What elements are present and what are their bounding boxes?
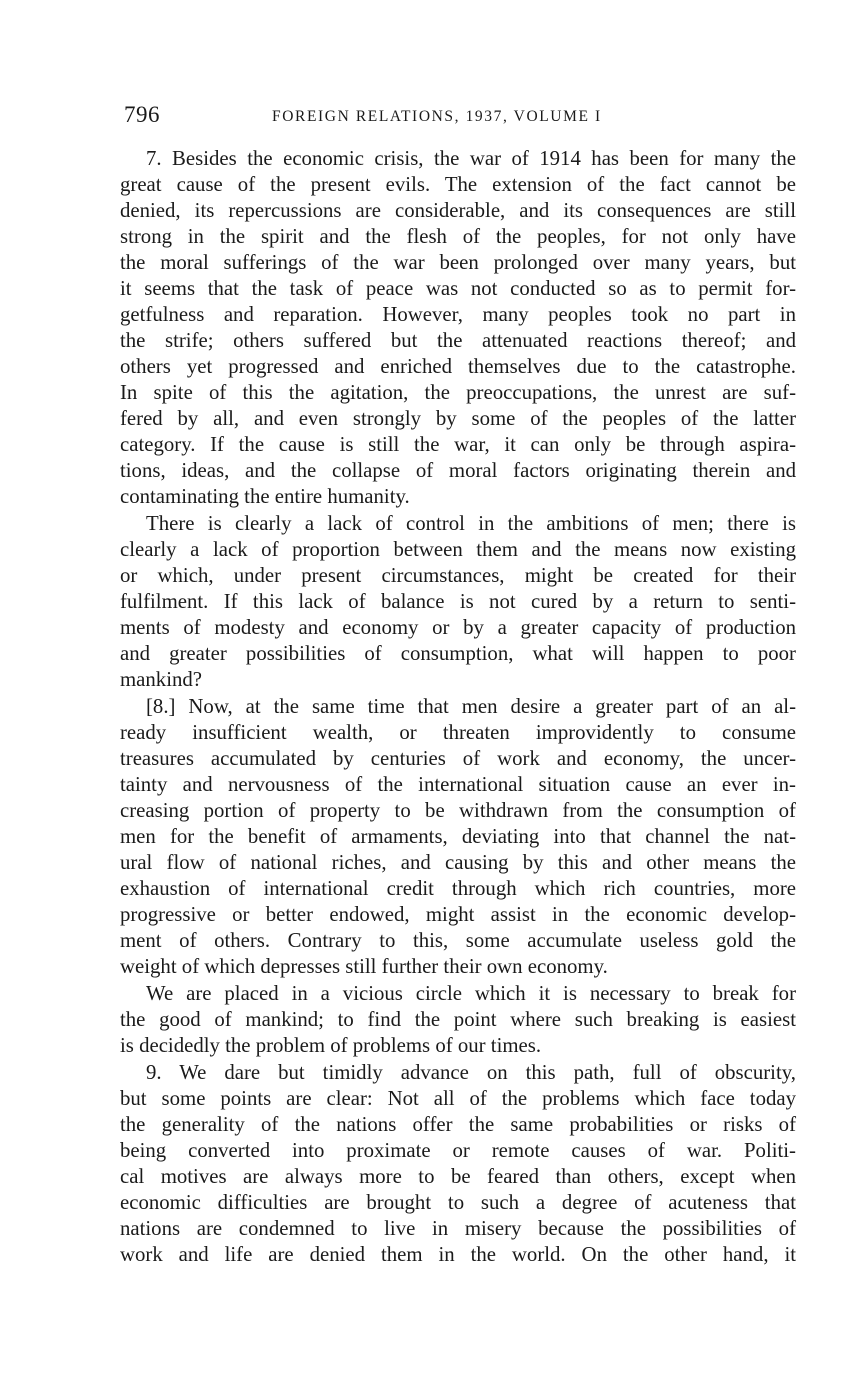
text-line: strong in the spirit and the flesh of the peoples, for not only have bbox=[120, 225, 796, 248]
text-line: tainty and nervousness of the international situation cause an ever in- bbox=[120, 773, 796, 796]
text-line: tions, ideas, and the collapse of moral factors originating therein and bbox=[120, 459, 796, 482]
text-line: There is clearly a lack of control in the ambitions of men; there is bbox=[146, 512, 796, 535]
text-line: or which, under present circumstances, might be created for their bbox=[120, 564, 796, 587]
text-line: 7. Besides the economic crisis, the war of 1914 has been for many the bbox=[146, 147, 796, 170]
text-line: 9. We dare but timidly advance on this path, full of obscurity, bbox=[146, 1061, 796, 1084]
text-line: it seems that the task of peace was not conducted so as to permit for- bbox=[120, 277, 796, 300]
text-line: the generality of the nations offer the same probabilities or risks of bbox=[120, 1113, 796, 1136]
text-line: the moral sufferings of the war been prolonged over many years, but bbox=[120, 251, 796, 274]
text-line: ments of modesty and economy or by a greater capacity of production bbox=[120, 616, 796, 639]
text-line: contaminating the entire humanity. bbox=[120, 485, 410, 508]
text-line: great cause of the present evils. The extension of the fact cannot be bbox=[120, 173, 796, 196]
paragraph bbox=[120, 981, 796, 1059]
text-line: fered by all, and even strongly by some of the peoples of the latter bbox=[120, 407, 796, 430]
page-number: 796 bbox=[124, 102, 160, 127]
text-line: ment of others. Contrary to this, some accumulate useless gold the bbox=[120, 929, 796, 952]
body-text bbox=[120, 146, 796, 1268]
page-header bbox=[124, 100, 792, 130]
text-line: mankind? bbox=[120, 668, 203, 691]
text-line: but some points are clear: Not all of the problems which face today bbox=[120, 1087, 796, 1110]
text-line: ural flow of national riches, and causing by this and other means the bbox=[120, 851, 796, 874]
text-line: men for the benefit of armaments, deviating into that channel the nat- bbox=[120, 825, 796, 848]
text-line: the good of mankind; to find the point where such breaking is easiest bbox=[120, 1008, 796, 1031]
text-line: is decidedly the problem of problems of our times. bbox=[120, 1034, 542, 1057]
text-line: being converted into proximate or remote causes of war. Politi- bbox=[120, 1139, 796, 1162]
running-head: FOREIGN RELATIONS, 1937, VOLUME I bbox=[272, 108, 602, 125]
text-line: and greater possibilities of consumption, what will happen to poor bbox=[120, 642, 796, 665]
text-line: treasures accumulated by centuries of work and economy, the uncer- bbox=[120, 747, 796, 770]
paragraph bbox=[120, 146, 796, 510]
text-line: the strife; others suffered but the attenuated reactions thereof; and bbox=[120, 329, 796, 352]
text-line: fulfilment. If this lack of balance is not cured by a return to senti- bbox=[120, 590, 796, 613]
text-line: getfulness and reparation. However, many peoples took no part in bbox=[120, 303, 796, 326]
text-line: creasing portion of property to be withdrawn from the consumption of bbox=[120, 799, 796, 822]
text-line: exhaustion of international credit through which rich countries, more bbox=[120, 877, 796, 900]
text-line: [8.] Now, at the same time that men desire a greater part of an al- bbox=[146, 695, 796, 718]
text-line: weight of which depresses still further their own economy. bbox=[120, 955, 608, 978]
text-line: work and life are denied them in the world. On the other hand, it bbox=[120, 1243, 796, 1266]
text-line: nations are condemned to live in misery because the possibilities of bbox=[120, 1217, 796, 1240]
text-line: clearly a lack of proportion between them and the means now existing bbox=[120, 538, 796, 561]
text-line: cal motives are always more to be feared than others, except when bbox=[120, 1165, 796, 1188]
text-line: ready insufficient wealth, or threaten improvidently to consume bbox=[120, 721, 796, 744]
text-line: category. If the cause is still the war, it can only be through aspira- bbox=[120, 433, 796, 456]
text-line: We are placed in a vicious circle which it is necessary to break for bbox=[146, 982, 796, 1005]
paragraph bbox=[120, 511, 796, 693]
text-line: progressive or better endowed, might assist in the economic develop- bbox=[120, 903, 796, 926]
text-line: others yet progressed and enriched themselves due to the catastrophe. bbox=[120, 355, 796, 378]
text-line: denied, its repercussions are considerable, and its consequences are still bbox=[120, 199, 796, 222]
text-line: In spite of this the agitation, the preoccupations, the unrest are suf- bbox=[120, 381, 796, 404]
paragraph bbox=[120, 694, 796, 980]
text-line: economic difficulties are brought to such a degree of acuteness that bbox=[120, 1191, 796, 1214]
paragraph bbox=[120, 1060, 796, 1268]
